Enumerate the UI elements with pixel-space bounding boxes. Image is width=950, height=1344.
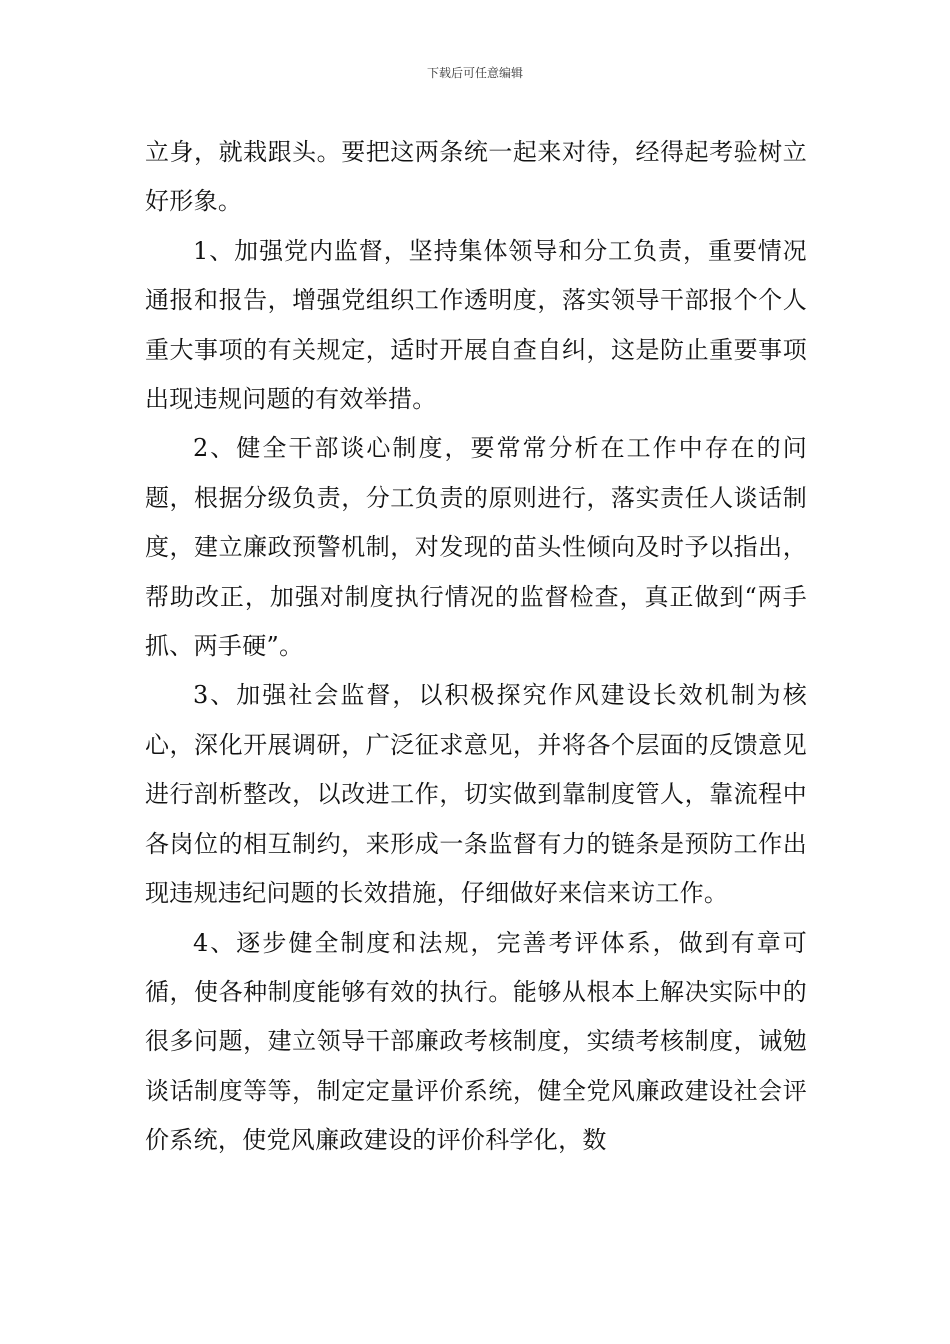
paragraph-continuation: 立身，就栽跟头。要把这两条统一起来对待，经得起考验树立好形象。 xyxy=(145,138,807,216)
page-header: 下载后可任意编辑 xyxy=(426,66,523,80)
paragraph-item-4: 4、逐步健全制度和法规，完善考评体系，做到有章可循，使各种制度能够有效的执行。能够从根本上解决实际中的很多问题，建立领导干部廉政考核制度，实绩考核制度，诫勉谈话制度等等，制定定量评价系统，健全党风廉政建设社会评价系统，使党风廉政建设的评价科学化，数 xyxy=(145,928,807,1155)
paragraph-item-2: 2、健全干部谈心制度，要常常分析在工作中存在的问题，根据分级负责，分工负责的原则进行，落实责任人谈话制度，建立廉政预警机制，对发现的苗头性倾向及时予以指出，帮助改正，加强对制度执行情况的监督检查，真正做到“两手抓、两手硬”。 xyxy=(145,434,807,661)
paragraph-item-1: 1、加强党内监督，坚持集体领导和分工负责，重要情况通报和报告，增强党组织工作透明度，落实领导干部报个个人重大事项的有关规定，适时开展自查自纠，这是防止重要事项出现违规问题的有效举措。 xyxy=(145,236,807,414)
paragraph-item-3: 3、加强社会监督，以积极探究作风建设长效机制为核心，深化开展调研，广泛征求意见，并将各个层面的反馈意见进行剖析整改，以改进工作，切实做到靠制度管人，靠流程中各岗位的相互制约，来形成一条监督有力的链条是预防工作出现违规违纪问题的长效措施，仔细做好来信来访工作。 xyxy=(145,681,807,908)
document-body xyxy=(145,128,807,1166)
